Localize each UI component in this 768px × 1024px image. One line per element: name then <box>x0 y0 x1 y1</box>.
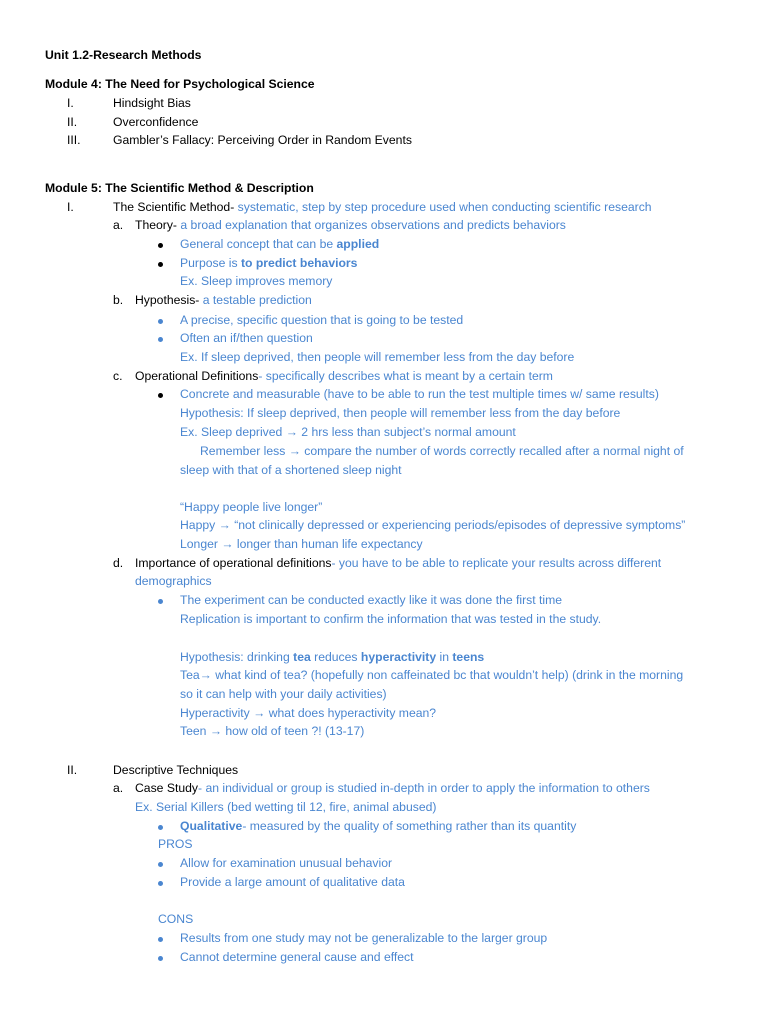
term-label: Case Study <box>135 781 199 795</box>
term-definition: a broad explanation that organizes observations and predicts behaviors <box>177 218 566 232</box>
m4-item-num: III. <box>67 133 81 147</box>
module-4-title: Module 4: The Need for Psychological Science <box>45 77 315 91</box>
bullet-icon <box>158 949 163 965</box>
bullet-text: The experiment can be conducted exactly like it was done the first time <box>180 593 563 607</box>
m4-item-text: Gambler’s Fallacy: Perceiving Order in Random Events <box>113 133 412 147</box>
m4-item-text: Hindsight Bias <box>113 96 191 110</box>
bullet-icon <box>158 818 163 834</box>
case-study-line <box>135 780 650 796</box>
sub-letter: a. <box>113 218 124 232</box>
bullet-icon <box>158 330 163 346</box>
sub-letter: b. <box>113 293 124 307</box>
theory-line <box>135 217 566 233</box>
term-definition: - specifically describes what is meant by a certain term <box>258 369 553 383</box>
arrow-right-icon: → <box>253 706 266 720</box>
bullet-icon <box>158 592 163 608</box>
arrow-right-icon: → <box>221 537 234 551</box>
bullet-icon <box>158 255 163 271</box>
m5-section-num: I. <box>67 200 74 214</box>
term-definition: - an individual or group is studied in-depth in order to apply the information to others <box>198 781 650 795</box>
bullet-text: Often an if/then question <box>180 331 313 345</box>
m4-item-num: I. <box>67 96 74 110</box>
example-text: Ex. Sleep improves memory <box>180 274 333 288</box>
scientific-method-line <box>113 199 652 215</box>
note-text: Teen → how old of teen ?! (13-17) <box>180 724 365 738</box>
bullet-text: Concrete and measurable (have to be able to run the test multiple times w/ same results) <box>180 387 659 401</box>
bullet-icon <box>158 874 163 890</box>
m4-item-num: II. <box>67 115 78 129</box>
bullet-text: Qualitative- measured by the quality of something rather than its quantity <box>180 819 577 833</box>
sub-letter: c. <box>113 369 123 383</box>
sub-letter: d. <box>113 556 124 570</box>
bullet-text: A precise, specific question that is going to be tested <box>180 313 464 327</box>
arrow-right-icon: → <box>285 425 298 439</box>
term-definition: systematic, step by step procedure used when conducting scientific research <box>234 200 652 214</box>
note-text: Hypothesis: If sleep deprived, then people will remember less from the day before <box>180 406 621 420</box>
m4-item-text: Overconfidence <box>113 115 199 129</box>
module-5-title: Module 5: The Scientific Method & Description <box>45 181 314 195</box>
arrow-right-icon: → <box>288 444 301 458</box>
descriptive-techniques-heading: Descriptive Techniques <box>113 763 239 777</box>
note-text: Remember less → compare the number of words correctly recalled after a normal night of <box>200 444 684 458</box>
sub-letter: a. <box>113 781 124 795</box>
note-text: Tea→ what kind of tea? (hopefully non caffeinated bc that wouldn’t help) (drink in the morning <box>180 668 684 682</box>
term-definition: a testable prediction <box>199 293 312 307</box>
note-text: so it can help with your daily activities) <box>180 687 387 701</box>
bullet-text: Results from one study may not be generalizable to the larger group <box>180 931 548 945</box>
bullet-icon <box>158 312 163 328</box>
bullet-icon <box>158 236 163 252</box>
note-text: Ex. Sleep deprived → 2 hrs less than subject’s normal amount <box>180 425 516 439</box>
hypothesis-line <box>135 292 312 308</box>
note-text: Hypothesis: drinking tea reduces hyperactivity in teens <box>180 650 485 664</box>
pros-heading: PROS <box>158 837 193 851</box>
note-text: Happy → “not clinically depressed or experiencing periods/episodes of depressive symptoms” <box>180 518 686 532</box>
cons-heading: CONS <box>158 912 194 926</box>
m5-section-num: II. <box>67 763 78 777</box>
term-label: Theory- <box>135 218 177 232</box>
example-text: Ex. Serial Killers (bed wetting til 12, fire, animal abused) <box>135 800 437 814</box>
term-label: Hypothesis- <box>135 293 200 307</box>
bullet-text: Purpose is to predict behaviors <box>180 256 358 270</box>
term-definition-cont: demographics <box>135 574 212 588</box>
unit-title: Unit 1.2-Research Methods <box>45 48 202 62</box>
bullet-text: Allow for examination unusual behavior <box>180 856 393 870</box>
term-label: Operational Definitions <box>135 369 259 383</box>
bullet-text: General concept that can be applied <box>180 237 380 251</box>
note-text: Replication is important to confirm the information that was tested in the study. <box>180 612 602 626</box>
arrow-right-icon: → <box>209 724 223 738</box>
arrow-right-icon: → <box>218 518 231 532</box>
note-text: Longer → longer than human life expectancy <box>180 537 423 551</box>
bullet-icon <box>158 930 163 946</box>
term-label: Importance of operational definitions <box>135 556 332 570</box>
importance-line <box>135 555 661 571</box>
term-definition: - you have to be able to replicate your results across different <box>331 556 662 570</box>
bullet-text: Cannot determine general cause and effect <box>180 950 414 964</box>
arrow-right-icon: → <box>199 668 212 682</box>
bullet-icon <box>158 855 163 871</box>
example-text: Ex. If sleep deprived, then people will remember less from the day before <box>180 350 575 364</box>
operational-definitions-line <box>135 368 553 384</box>
note-text: “Happy people live longer” <box>180 500 323 514</box>
bullet-text: Provide a large amount of qualitative data <box>180 875 405 889</box>
note-text: sleep with that of a shortened sleep night <box>180 463 402 477</box>
note-text: Hyperactivity → what does hyperactivity mean? <box>180 706 437 720</box>
term-label: The Scientific Method- <box>113 200 235 214</box>
bullet-icon <box>158 386 163 402</box>
